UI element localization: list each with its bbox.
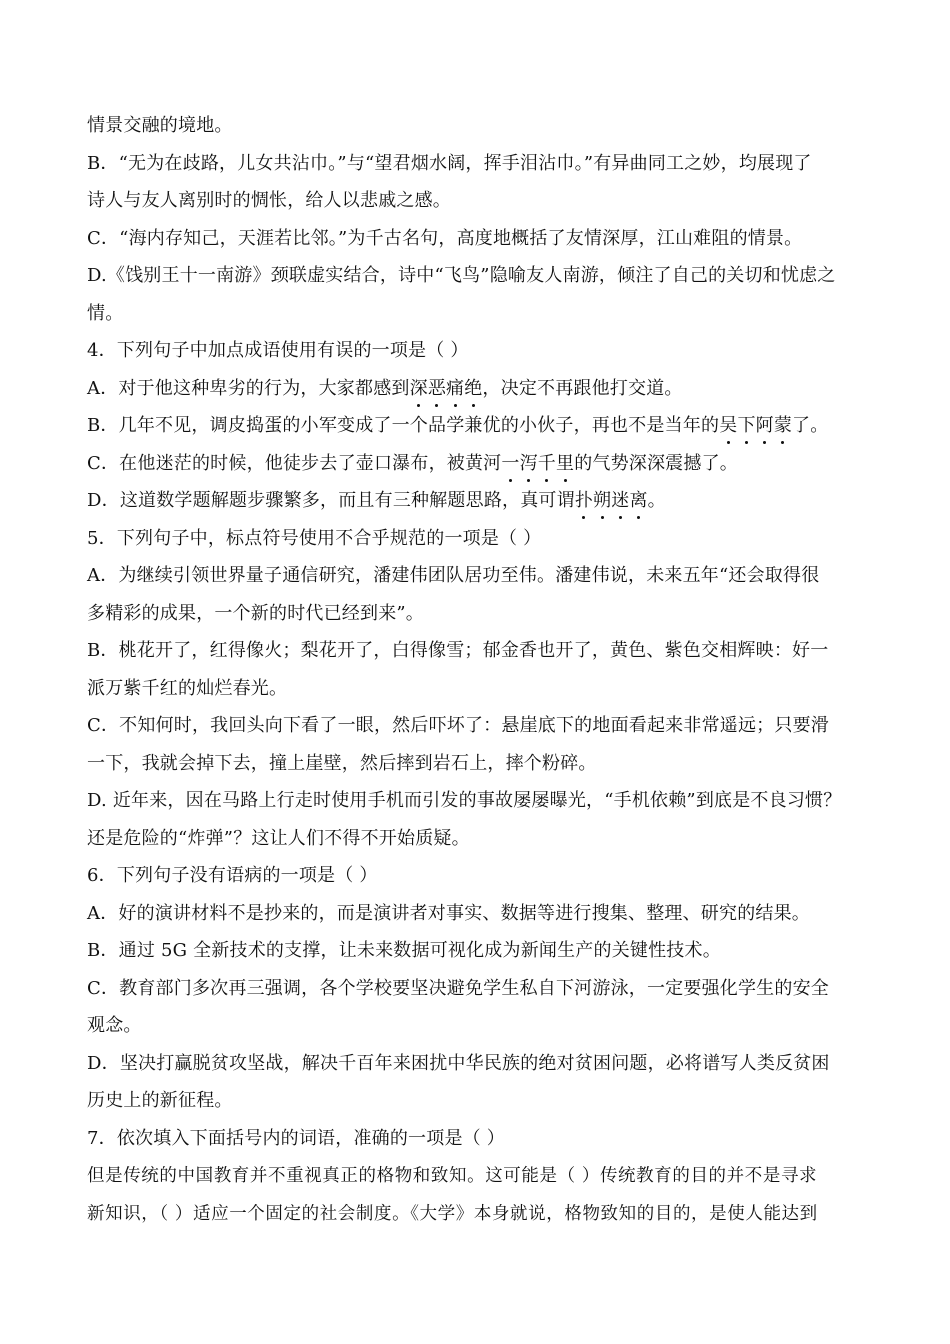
dotted-char: 阿: [755, 415, 774, 436]
text-line: 多精彩的成果，一个新的时代已经到来”。: [87, 603, 425, 624]
text-line: D．坚决打赢脱贫攻坚战，解决千百年来困扰中华民族的绝对贫困问题，必将谱写人类反贫困: [87, 1053, 830, 1074]
dotted-char: 朔: [593, 490, 612, 511]
text-line: A．为继续引领世界量子通信研究，潘建伟团队居功至伟。潘建伟说，未来五年“还会取得很: [87, 565, 820, 586]
option-text-pre: C．在他迷茫的时候，他徒步去了壶口瀑布，被黄河: [87, 453, 502, 474]
dotted-char: 千: [537, 453, 556, 474]
passage-line: 新知识，（ ）适应一个固定的社会制度。《大学》本身就说，格物致知的目的，是使人能达到: [87, 1204, 818, 1224]
option-text-pre: D．这道数学题解题步骤繁多，而且有三种解题思路，真可谓: [87, 490, 575, 511]
question-4-option-b: [87, 414, 877, 438]
text-line: B．“无为在歧路，儿女共沾巾。”与“望君烟水阔，挥手泪沾巾。”有异曲同工之妙，均展现了: [87, 153, 812, 174]
option-text-pre: B．几年不见，调皮捣蛋的小军变成了一个品学兼优的小伙子，再也不是当年的: [87, 415, 720, 436]
dotted-char: 痛: [446, 378, 465, 399]
text-line: D. 近年来，因在马路上行走时使用手机而引发的事故屡屡曝光，“手机依赖”到底是不良习惯？: [87, 790, 842, 811]
option-text-post: 的气势深深震撼了。: [574, 453, 738, 474]
dotted-char: 泻: [519, 453, 538, 474]
dotted-char: 绝: [464, 378, 483, 399]
dotted-char: 迷: [611, 490, 630, 511]
question-5-stem: 5．下列句子中，标点符号使用不合乎规范的一项是（ ）: [87, 528, 542, 549]
dotted-char: 扑: [574, 490, 594, 511]
text-line: 还是危险的“炸弹”？这让人们不得不开始质疑。: [87, 828, 470, 849]
text-line: 观念。: [87, 1015, 142, 1036]
text-line: 诗人与友人离别时的惆怅，给人以悲戚之感。: [87, 190, 451, 211]
text-line: C．教育部门多次再三强调，各个学校要坚决避免学生私自下河游泳，一定要强化学生的安全: [87, 978, 829, 999]
dotted-char: 恶: [427, 378, 447, 399]
dotted-char: 蒙: [773, 415, 793, 436]
passage-line: 但是传统的中国教育并不重视真正的格物和致知。这可能是（ ）传统教育的目的并不是寻求: [87, 1166, 818, 1186]
option-text-post: 了。: [792, 415, 829, 436]
dotted-idiom: [410, 378, 483, 399]
text-line: A．好的演讲材料不是抄来的，而是演讲者对事实、数据等进行搜集、整理、研究的结果。: [87, 903, 810, 924]
text-line: C．“海内存知己，天涯若比邻。”为千古名句，高度地概括了友情深厚，江山难阻的情景。: [87, 228, 803, 249]
text-line: 情景交融的境地。: [87, 115, 233, 136]
dotted-char: 一: [501, 453, 520, 474]
question-6-stem: 6．下列句子没有语病的一项是（ ）: [87, 865, 378, 886]
text-line: 情。: [87, 303, 124, 324]
option-text-post: 。: [647, 490, 666, 511]
question-4-option-d: [87, 489, 877, 513]
question-4-option-a: [87, 377, 877, 401]
text-line: D.《饯别王十一南游》颈联虚实结合，诗中“飞鸟”隐喻友人南游，倾注了自己的关切和忧虑之: [87, 265, 836, 286]
question-4-stem: 4．下列句子中加点成语使用有误的一项是（ ）: [87, 340, 469, 361]
text-line: 历史上的新征程。: [87, 1090, 233, 1111]
dotted-idiom: [719, 415, 792, 436]
text-line: B．桃花开了，红得像火；梨花开了，白得像雪；郁金香也开了，黄色、紫色交相辉映：好一: [87, 640, 829, 661]
text-line: 派万紫千红的灿烂春光。: [87, 678, 288, 699]
option-text-pre: A．对于他这种卑劣的行为，大家都感到: [87, 378, 410, 399]
dotted-idiom: [501, 453, 574, 474]
dotted-idiom: [575, 490, 648, 511]
option-text-post: ，决定不再跟他打交道。: [482, 378, 683, 399]
text-line: C．不知何时，我回头向下看了一眼，然后吓坏了：悬崖底下的地面看起来非常遥远；只要滑: [87, 715, 829, 736]
text-line: B．通过 5G 全新技术的支撑，让未来数据可视化成为新闻生产的关键性技术。: [87, 940, 721, 961]
text-line: 一下，我就会掉下去，撞上崖壁，然后摔到岩石上，摔个粉碎。: [87, 753, 597, 774]
dotted-char: 下: [737, 415, 756, 436]
question-4-option-c: [87, 452, 877, 476]
dotted-char: 里: [555, 453, 575, 474]
question-7-stem: 7．依次填入下面括号内的词语，准确的一项是（ ）: [87, 1128, 505, 1149]
dotted-char: 离: [629, 490, 648, 511]
dotted-char: 深: [409, 378, 428, 399]
dotted-char: 吴: [719, 415, 738, 436]
